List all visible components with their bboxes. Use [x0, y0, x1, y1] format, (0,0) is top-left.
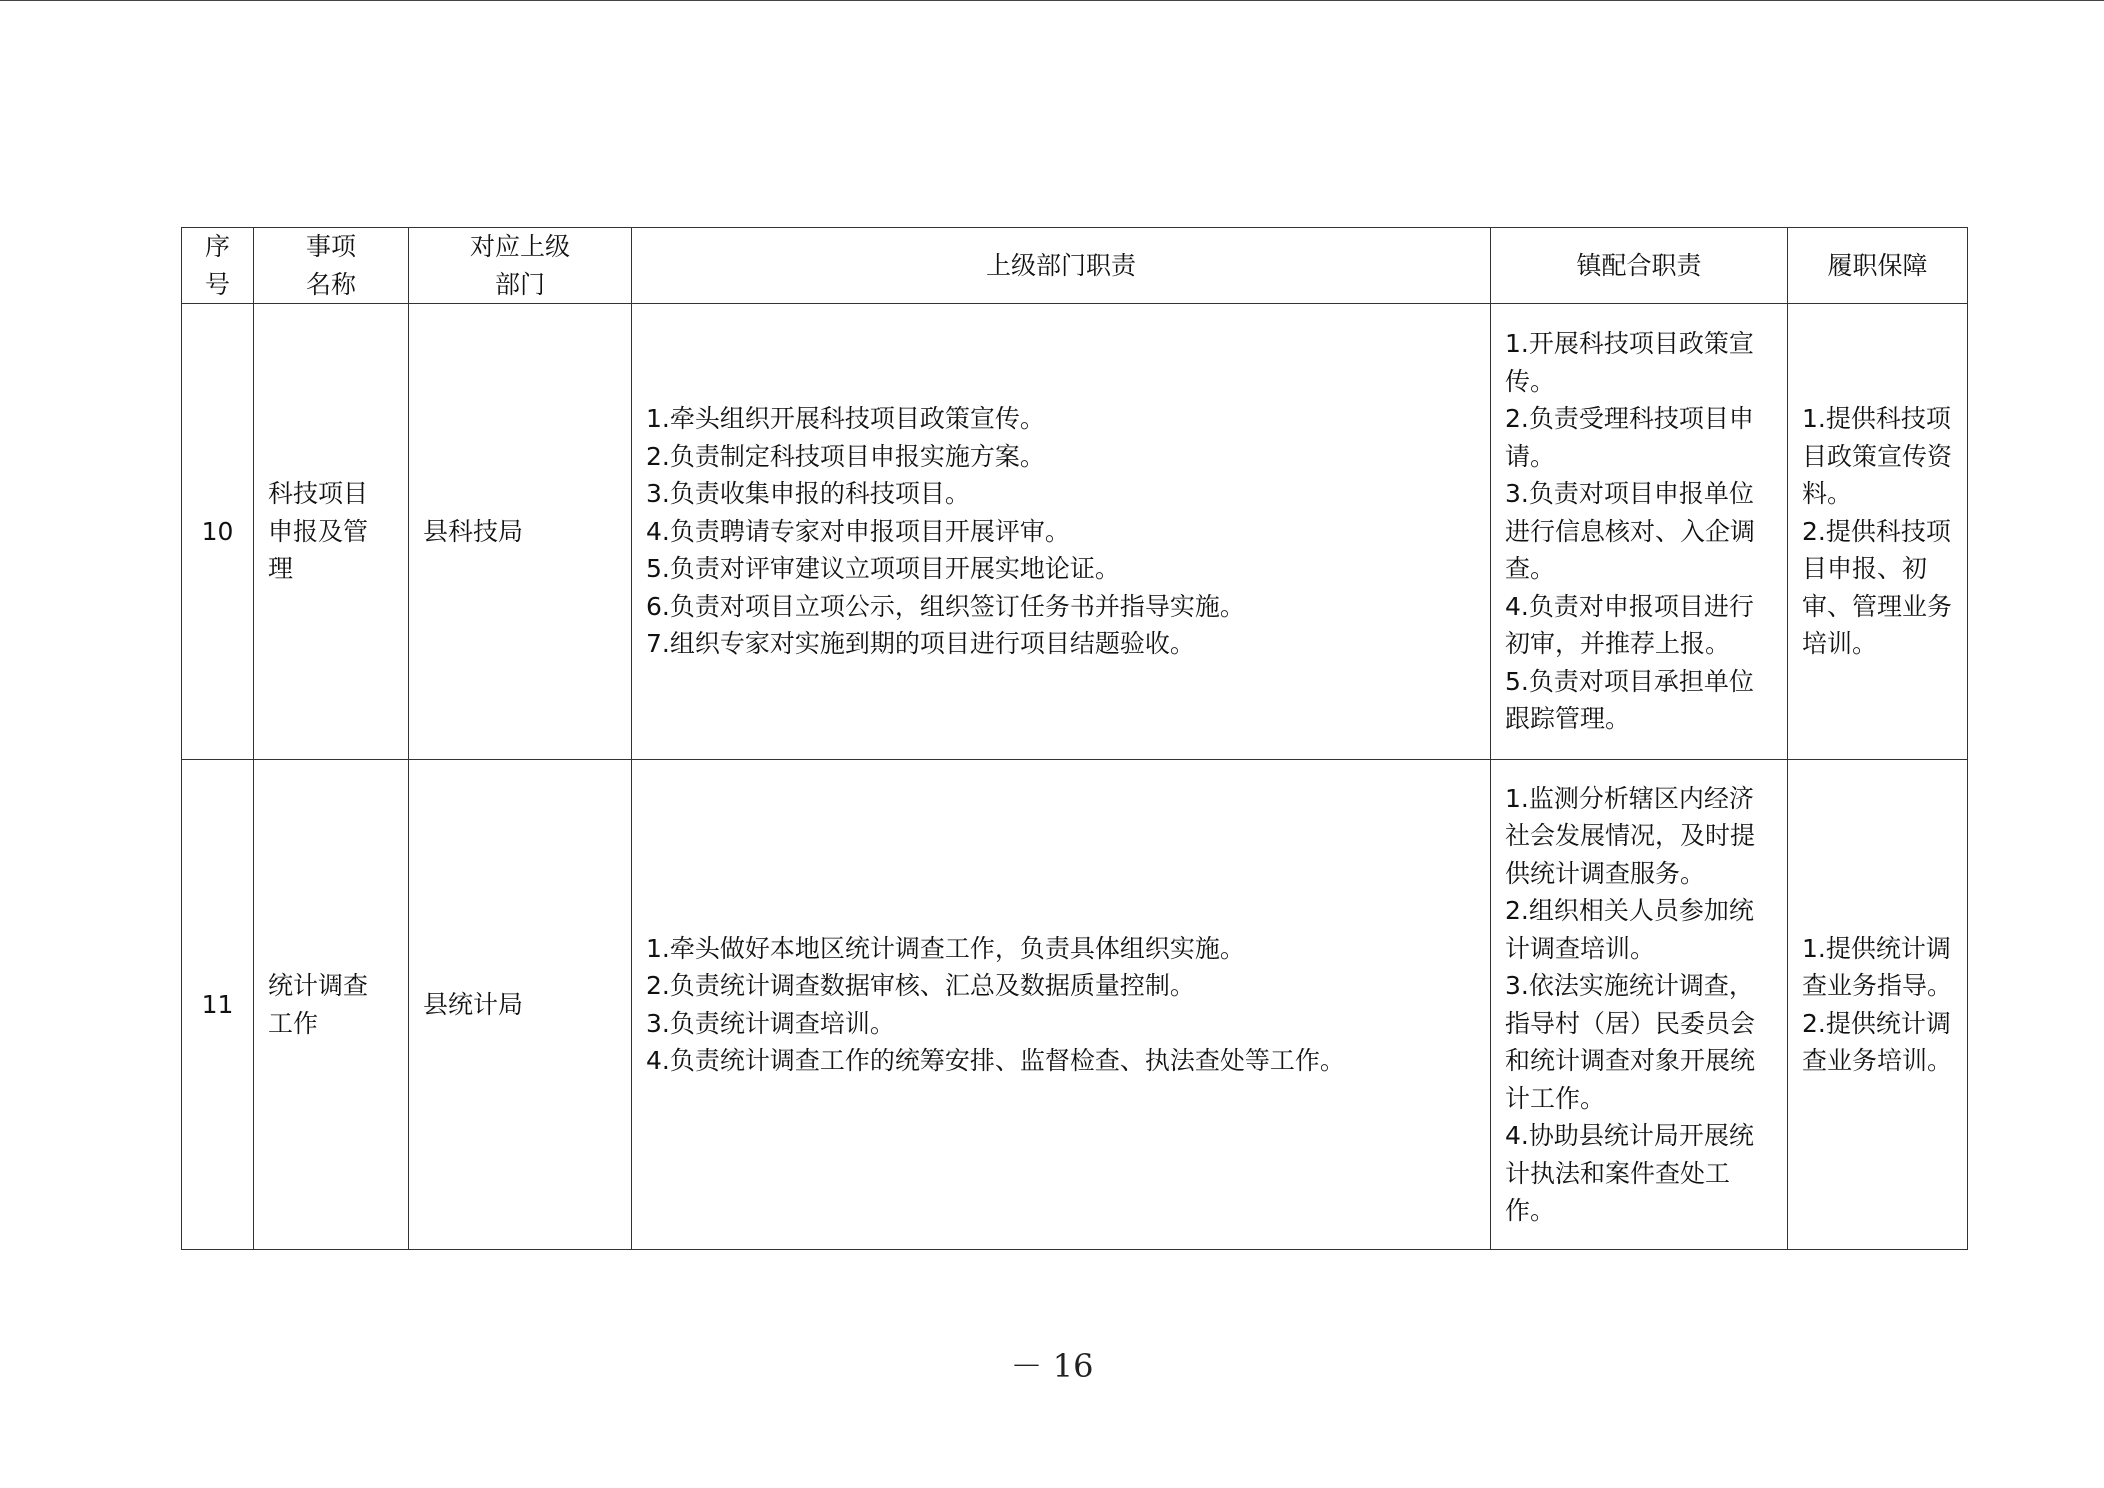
header-item-name-line1: 事项	[305, 232, 356, 261]
duty-item: 2.负责统计调查数据审核、汇总及数据质量控制。	[646, 971, 1195, 1000]
guarantee-item: 2.提供科技项目申报、初审、管理业务培训。	[1802, 516, 1953, 659]
item-name-line: 科技项目	[268, 479, 369, 509]
table-row	[182, 304, 1968, 760]
table-header-row	[182, 228, 1968, 304]
town-duty-item: 3.负责对项目申报单位进行信息核对、入企调查。	[1505, 479, 1756, 584]
header-superior-dept	[409, 228, 632, 304]
header-superior-dept-line1: 对应上级	[469, 232, 570, 261]
cell-superior-duties	[632, 304, 1491, 760]
guarantee-item: 1.提供科技项目政策宣传资料。	[1802, 404, 1953, 509]
header-seq-line1: 序	[204, 232, 230, 261]
town-duty-item: 5.负责对项目承担单位跟踪管理。	[1505, 666, 1754, 734]
item-name-line: 统计调查	[268, 971, 369, 1000]
guarantee-item: 2.提供统计调查业务培训。	[1802, 1008, 1953, 1075]
cell-guarantee	[1788, 760, 1968, 1250]
town-duty-item: 4.协助县统计局开展统计执法和案件查处工作。	[1505, 1121, 1754, 1225]
header-seq-line2: 号	[204, 269, 230, 299]
cell-guarantee	[1788, 304, 1968, 760]
duty-item: 1.牵头做好本地区统计调查工作，负责具体组织实施。	[646, 933, 1245, 963]
cell-seq: 11	[182, 760, 254, 1250]
header-item-name-line2: 名称	[305, 269, 356, 299]
cell-town-duties	[1491, 304, 1788, 760]
town-duty-item: 4.负责对申报项目进行初审，并推荐上报。	[1505, 591, 1754, 659]
header-guarantee: 履职保障	[1788, 228, 1968, 304]
town-duty-item: 1.监测分析辖区内经济社会发展情况，及时提供统计调查服务。	[1505, 783, 1756, 888]
duty-item: 7.组织专家对实施到期的项目进行项目结题验收。	[646, 629, 1195, 659]
duty-item: 2.负责制定科技项目申报实施方案。	[646, 441, 1045, 471]
duty-item: 1.牵头组织开展科技项目政策宣传。	[646, 404, 1045, 434]
header-item-name	[254, 228, 409, 304]
cell-seq: 10	[182, 304, 254, 760]
duty-item: 6.负责对项目立项公示，组织签订任务书并指导实施。	[646, 591, 1245, 621]
duty-item: 4.负责统计调查工作的统筹安排、监督检查、执法查处等工作。	[646, 1046, 1345, 1075]
cell-item-name	[254, 304, 409, 760]
cell-town-duties	[1491, 760, 1788, 1250]
town-duty-item: 2.负责受理科技项目申请。	[1505, 404, 1754, 471]
cell-item-name	[254, 760, 409, 1250]
town-duty-item: 2.组织相关人员参加统计调查培训。	[1505, 896, 1754, 963]
header-superior-dept-line2: 部门	[494, 269, 545, 299]
header-superior-duties: 上级部门职责	[632, 228, 1491, 304]
item-name-line: 理	[268, 554, 294, 584]
duty-item: 4.负责聘请专家对申报项目开展评审。	[646, 516, 1070, 546]
table-row	[182, 760, 1968, 1250]
page-number: － 16	[1010, 1347, 1094, 1385]
town-duty-item: 1.开展科技项目政策宣传。	[1505, 329, 1754, 396]
cell-superior-duties	[632, 760, 1491, 1250]
header-seq	[182, 228, 254, 304]
guarantee-item: 1.提供统计调查业务指导。	[1802, 933, 1953, 1000]
duty-item: 3.负责收集申报的科技项目。	[646, 479, 970, 509]
item-name-line: 申报及管	[268, 516, 369, 546]
cell-superior-dept: 县科技局	[409, 304, 632, 760]
duty-item: 3.负责统计调查培训。	[646, 1008, 895, 1038]
duty-table	[181, 227, 1968, 1250]
cell-superior-dept: 县统计局	[409, 760, 632, 1250]
duty-item: 5.负责对评审建议立项项目开展实地论证。	[646, 554, 1120, 584]
town-duty-item: 3.依法实施统计调查，指导村（居）民委员会和统计调查对象开展统计工作。	[1505, 971, 1756, 1113]
item-name-line: 工作	[268, 1008, 319, 1038]
header-town-duties: 镇配合职责	[1491, 228, 1788, 304]
